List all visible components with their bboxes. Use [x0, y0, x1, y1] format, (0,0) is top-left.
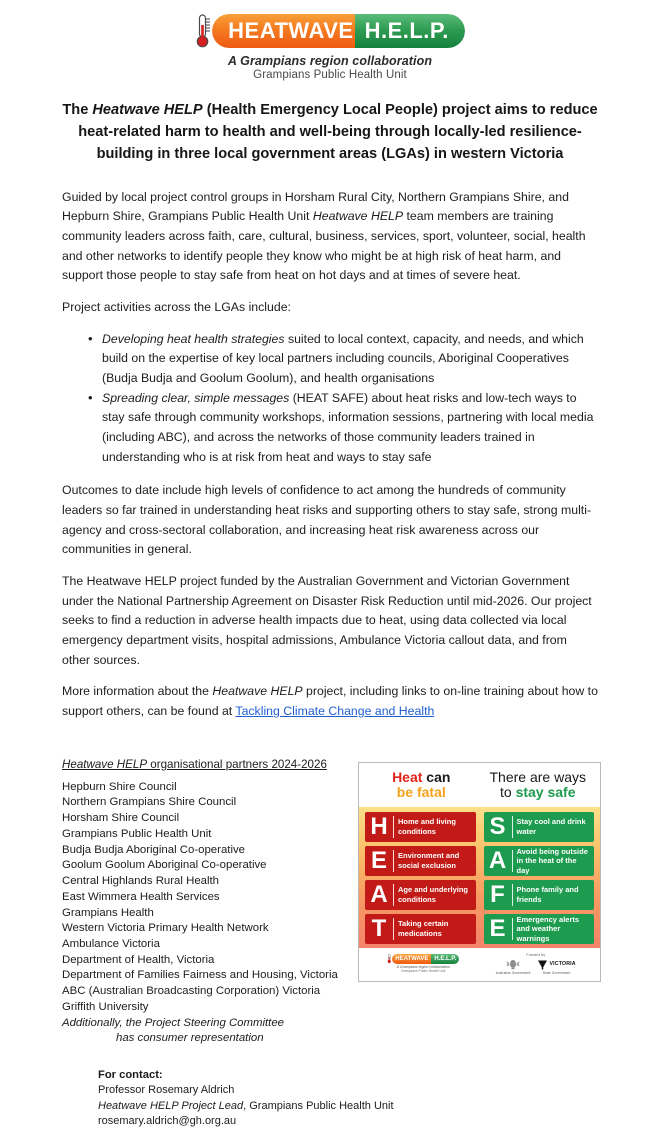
contact-heading: For contact: [98, 1069, 163, 1082]
poster-heat-column [365, 812, 476, 944]
list-item: ABC (Australian Broadcasting Corporation) Victoria [62, 985, 321, 998]
activities-intro: Project activities across the LGAs include: [62, 299, 291, 314]
australian-government-logo [496, 959, 531, 975]
list-item: Griffith University [62, 1000, 149, 1013]
list-item: Budja Budja Aboriginal Co-operative [62, 843, 246, 856]
list-item: Northern Grampians Shire Council [62, 796, 237, 809]
coat-of-arms-icon [505, 959, 521, 970]
bullet-emphasis: Spreading clear, simple messages [102, 390, 290, 405]
paragraph-intro-part-1: Guided by local project control groups in Horsham Rural City, Northern Grampians Shire, and Hepburn Shire, Grampians Public Health Unit [62, 189, 569, 224]
partners-heading [62, 758, 352, 771]
steering-committee-note-line-1: Additionally, the Project Steering Committee [62, 1016, 285, 1029]
contact-role-rest: , Grampians Public Health Unit [243, 1099, 394, 1112]
paragraph-intro [62, 188, 598, 286]
heat-row-a [365, 880, 476, 910]
activities-list [62, 330, 598, 468]
poster-mini-tagline-2: Grampians Public Health Unit [401, 969, 446, 974]
partners-list [62, 780, 352, 1047]
victoria-wordmark: VICTORIA [549, 961, 576, 968]
more-info-emphasis: Heatwave HELP [212, 684, 303, 699]
page-title-part-2: (Health Emergency Local People) project aims to reduce heat-related harm to health and well-being through locally-led resilience-building in three local government areas (LGAs) in western Victoria [78, 102, 598, 163]
partners-heading-emphasis: Heatwave HELP [62, 757, 148, 771]
poster-footer [359, 948, 600, 981]
page-title-emphasis: Heatwave HELP [92, 102, 203, 118]
safe-letter-s: S [489, 812, 506, 840]
contact-block [98, 1069, 660, 1130]
list-item: Goolum Goolum Aboriginal Co-operative [62, 859, 267, 872]
paragraph-more-info [62, 682, 598, 721]
poster-stay-safe-line [480, 785, 597, 801]
tackling-climate-change-link[interactable]: Tackling Climate Change and Health [235, 703, 435, 718]
poster-mini-help [431, 954, 459, 964]
heat-safe-poster-holder [358, 762, 601, 982]
paragraph-outcomes: Outcomes to date include high levels of confidence to act among the hundreds of community leaders so far trained in understanding heat risks and supporting others to stay safe, strong multi-agency and cross-sectoral collaboration, and increasing heat risk awareness across our communities in general. [62, 483, 592, 557]
safe-row-e [484, 914, 595, 944]
list-item: Department of Families Fairness and Housing, Victoria [62, 969, 338, 982]
contact-name: Professor Rosemary Aldrich [98, 1084, 235, 1097]
poster-mini-help-text: H.E.L.P. [434, 955, 457, 962]
heat-text-e: Environment and social exclusion [398, 851, 460, 870]
poster-stay-safe-words: stay safe [515, 784, 576, 801]
heat-row-h [365, 812, 476, 842]
logo-heatwave-pill [212, 14, 366, 48]
safe-letter-f: F [490, 880, 505, 908]
heat-row-t [365, 914, 476, 944]
poster-mini-heatwave [392, 954, 431, 964]
poster-be-fatal-line: be fatal [396, 784, 446, 801]
list-item: Ambulance Victoria [62, 937, 160, 950]
victoria-crown-icon [537, 959, 548, 970]
australian-government-caption: Australian Government [495, 970, 531, 975]
list-item: Central Highlands Rural Health [62, 875, 220, 888]
poster-mini-logo [387, 953, 459, 964]
victoria-state-government-logo [537, 959, 575, 975]
heatwave-help-logo [195, 12, 465, 50]
safe-text-f: Phone family and friends [516, 885, 579, 904]
poster-there-are-ways-line: There are ways [489, 768, 586, 785]
list-item: Horsham Shire Council [62, 812, 180, 825]
safe-text-e: Emergency alerts and weather warnings [516, 914, 580, 943]
heat-letter-e: E [370, 846, 387, 874]
document-body [62, 166, 598, 722]
list-item [88, 389, 598, 468]
paragraph-intro-emphasis: Heatwave HELP [312, 209, 404, 224]
contact-role [98, 1099, 660, 1115]
contact-email: rosemary.aldrich@gh.org.au [98, 1115, 237, 1128]
logo-heatwave-text: HEATWAVE [228, 18, 354, 43]
more-info-part-2: project, including links to on-line training about how to support others, can be found at [62, 684, 598, 718]
safe-row-a [484, 846, 595, 876]
poster-safe-column [484, 812, 595, 944]
paragraph-intro-part-2: team members are training community leaders across faith, care, cultural, business, services, sport, volunteer, social, health and other networks to identify people they know who might be at high risk of heat harm, and support those people to stay safe from heat on hot days and at times of severe heat. [62, 209, 586, 283]
safe-row-s [484, 812, 595, 842]
logo-tagline-primary: A Grampians region collaboration [227, 54, 433, 68]
logo-help-text: H.E.L.P. [364, 18, 449, 43]
bullet-emphasis: Developing heat health strategies [102, 331, 285, 346]
page-title [62, 99, 598, 166]
heat-text-a: Age and underlying conditions [398, 885, 469, 904]
paragraph-funding: The Heatwave HELP project funded by the Australian Government and Victorian Government under the National Partnership Agreement on Disaster Risk Reduction until mid-2026. Our project seeks to find a reduction in adverse health impacts due to heat, using data collected via local emergency department visits, hospital admissions, Ambulance Victoria callout data, and from other sources. [62, 573, 592, 667]
logo-tagline-secondary: Grampians Public Health Unit [253, 69, 407, 81]
poster-footer-funding [480, 952, 593, 975]
page-title-part-1: The [62, 102, 93, 118]
logo-help-pill [355, 14, 465, 48]
poster-header-right [480, 770, 597, 801]
poster-mini-wordmark [392, 954, 459, 964]
contact-role-emphasis: Heatwave HELP Project Lead [98, 1099, 244, 1112]
heat-letter-t: T [371, 914, 387, 942]
steering-committee-note-line-2: has consumer representation [116, 1032, 264, 1045]
bullet-text: suited to local context, capacity, and needs, and which build on the expertise of key local partners including councils, Aboriginal Cooperatives (Budja Budja and Goolum Goolum), and health organisations [102, 331, 584, 385]
safe-row-f [484, 880, 595, 910]
more-info-part-1: More information about the [62, 684, 213, 699]
victoria-state-government-caption: State Government [542, 970, 571, 975]
partners-heading-rest: organisational partners 2024-2026 [147, 757, 327, 771]
list-item [88, 330, 598, 389]
poster-body [359, 807, 600, 948]
list-item: Grampians Public Health Unit [62, 827, 212, 840]
list-item: Hepburn Shire Council [62, 780, 177, 793]
masthead-logo [0, 0, 660, 81]
poster-can-word: can [422, 768, 451, 785]
heat-row-e [365, 846, 476, 876]
funded-by-label: Funded by [526, 951, 546, 957]
poster-header [359, 763, 600, 807]
safe-text-a: Avoid being outside in the heat of the day [516, 846, 588, 875]
poster-heat-word: Heat [392, 768, 423, 785]
poster-mini-heatwave-text: HEATWAVE [395, 955, 429, 962]
heat-text-t: Taking certain medications [398, 919, 449, 938]
partners-and-poster-section [62, 734, 598, 1047]
safe-text-s: Stay cool and drink water [516, 817, 586, 836]
government-logos [496, 959, 576, 975]
partners-panel [62, 758, 352, 1047]
heat-letter-h: H [370, 812, 388, 840]
poster-heat-can-line [363, 770, 480, 786]
safe-letter-a: A [488, 846, 507, 874]
poster-to-word: to [499, 784, 516, 801]
bullet-text: (HEAT SAFE) about heat risks and low-tech ways to stay safe through community workshops, information sessions, partnering with local media (including ABC), and across the networks of those community leaders trained in understanding who is at risk from heat and ways to stay safe [102, 390, 594, 464]
list-item: Department of Health, Victoria [62, 953, 215, 966]
list-item: East Wimmera Health Services [62, 890, 220, 903]
list-item: Western Victoria Primary Health Network [62, 922, 269, 935]
poster-header-left [363, 770, 480, 801]
poster-mini-tagline-1: A Grampians region collaboration [396, 965, 450, 970]
heat-safe-poster [358, 762, 601, 982]
heat-text-h: Home and living conditions [398, 817, 456, 836]
poster-footer-logo [367, 953, 480, 973]
logo-wordmark [212, 14, 465, 48]
heat-letter-a: A [370, 880, 388, 908]
safe-letter-e: E [489, 914, 506, 942]
list-item: Grampians Health [62, 906, 154, 919]
thermometer-icon [195, 13, 211, 49]
